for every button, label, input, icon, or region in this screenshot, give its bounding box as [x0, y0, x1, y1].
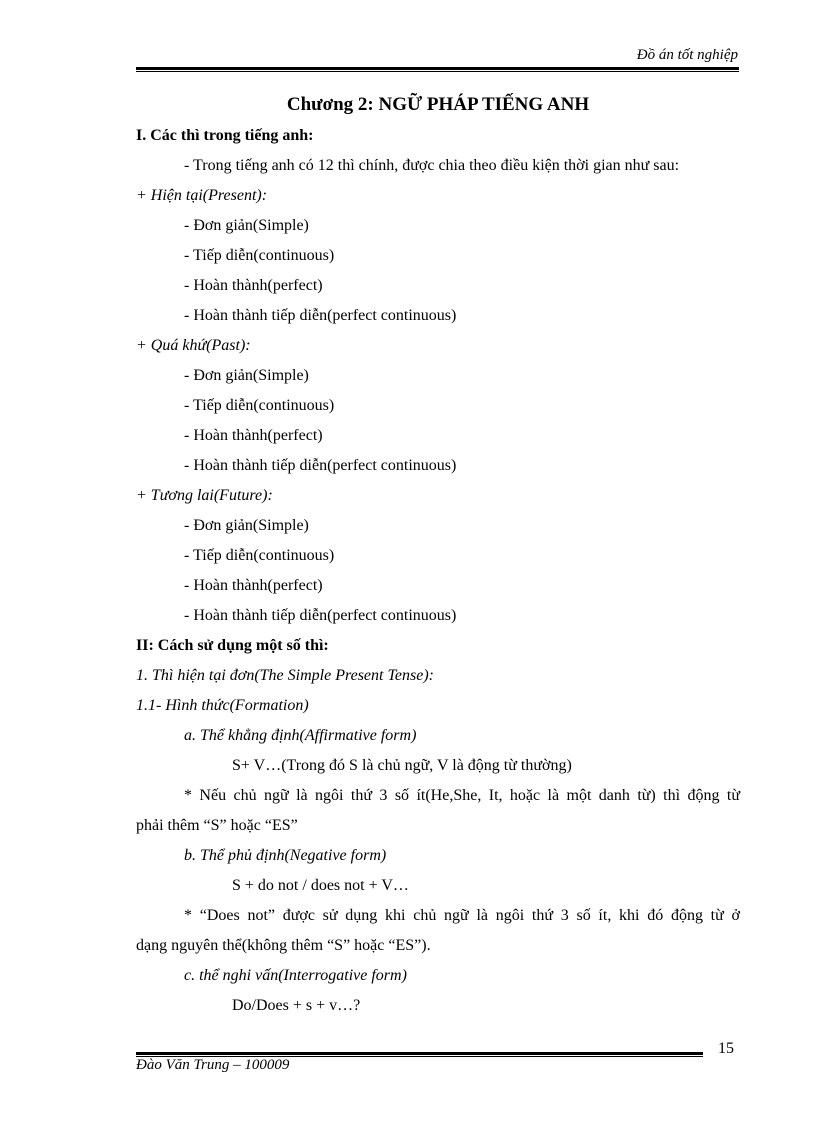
text-line: - Tiếp diễn(continuous): [184, 247, 335, 264]
text-line: a. Thể khẳng định(Affirmative form): [184, 727, 417, 744]
text-line: - Hoàn thành(perfect): [184, 577, 323, 594]
text-line: dạng nguyên thể(không thêm “S” hoặc “ES”).: [136, 937, 431, 954]
text-line: 1. Thì hiện tại đơn(The Simple Present Tense):: [136, 667, 434, 684]
text-line: - Hoàn thành tiếp diễn(perfect continuous): [184, 457, 457, 474]
text-line: + Tương lai(Future):: [136, 487, 273, 504]
text-line: 1.1- Hình thức(Formation): [136, 697, 309, 714]
page-number: 15: [718, 1040, 734, 1057]
text-line: + Hiện tại(Present):: [136, 187, 268, 204]
header-title: Đồ án tốt nghiệp: [636, 47, 738, 63]
footer-rule: [136, 1052, 703, 1055]
header-rule-thin: [136, 71, 739, 72]
text-line: S+ V…(Trong đó S là chủ ngữ, V là động từ thường): [232, 757, 572, 774]
text-line: - Trong tiếng anh có 12 thì chính, được chia theo điều kiện thời gian như sau:: [184, 157, 680, 174]
text-line: - Đơn giản(Simple): [184, 517, 309, 534]
text-line: - Đơn giản(Simple): [184, 217, 309, 234]
text-line: - Tiếp diễn(continuous): [184, 547, 335, 564]
text-line: * “Does not” được sử dụng khi chủ ngữ là ngôi thứ 3 số ít, khi đó động từ ở: [184, 907, 740, 924]
text-line: c. thể nghi vấn(Interrogative form): [184, 967, 407, 984]
text-line: - Hoàn thành tiếp diễn(perfect continuous): [184, 307, 457, 324]
text-line: phải thêm “S” hoặc “ES”: [136, 817, 298, 834]
text-line: b. Thể phủ định(Negative form): [184, 847, 387, 864]
text-line: - Đơn giản(Simple): [184, 367, 309, 384]
body-text: [136, 121, 740, 1021]
text-line: - Hoàn thành(perfect): [184, 427, 323, 444]
chapter-title: Chương 2: NGỮ PHÁP TIẾNG ANH: [286, 94, 590, 115]
text-line: Do/Does + s + v…?: [232, 997, 361, 1014]
text-line: + Quá khứ(Past):: [136, 337, 251, 354]
text-line: * Nếu chủ ngữ là ngôi thứ 3 số ít(He,She, It, hoặc là một danh từ) thì động từ: [184, 787, 740, 804]
text-line: - Tiếp diễn(continuous): [184, 397, 335, 414]
text-line: I. Các thì trong tiếng anh:: [136, 127, 314, 144]
text-line: II: Cách sử dụng một số thì:: [136, 637, 329, 654]
text-line: - Hoàn thành(perfect): [184, 277, 323, 294]
text-line: S + do not / does not + V…: [232, 877, 409, 894]
header-rule: [136, 67, 739, 70]
text-line: - Hoàn thành tiếp diễn(perfect continuous): [184, 607, 457, 624]
footer-author: Đào Văn Trung – 100009: [136, 1057, 290, 1073]
